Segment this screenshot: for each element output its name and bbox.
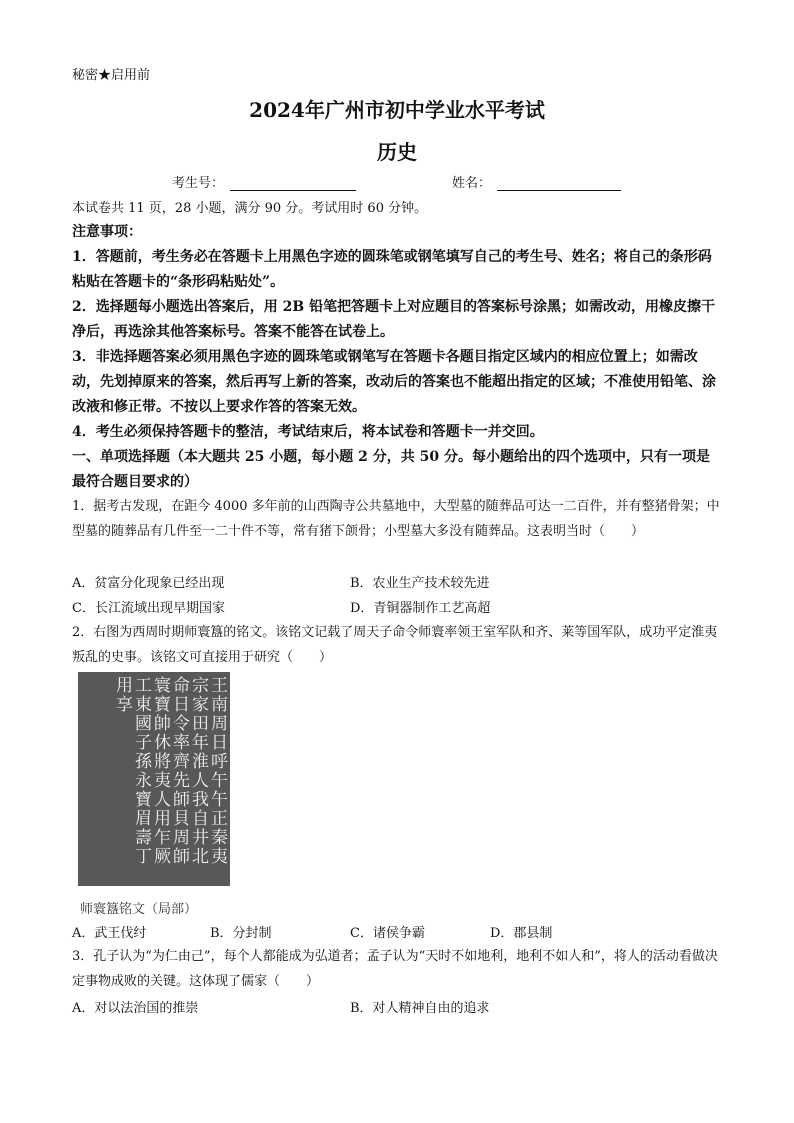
- question-2-stem: 2．右图为西周时期师寰簋的铭文。该铭文记载了周天子命令师寰率领王室军队和齐、莱等国军队，成功平定淮夷叛乱的史事。该铭文可直接用于研究（ ）: [72, 625, 718, 665]
- name-field[interactable]: [452, 172, 621, 191]
- notice-heading: 注意事项：: [72, 224, 142, 240]
- option-d[interactable]: D．青铜器制作工艺高超: [350, 601, 491, 616]
- notice-item: 1．答题前，考生务必在答题卡上用黑色字迹的圆珠笔或钢笔填写自己的考生号、姓名；将自己的条形码粘贴在答题卡的“条形码粘贴处”。: [72, 249, 712, 290]
- subject-title: 历史: [377, 140, 417, 164]
- notice-item: 3．非选择题答案必须用黑色字迹的圆珠笔或钢笔写在答题卡各题目指定区域内的相应位置上；如需改动，先划掉原来的答案，然后再写上新的答案，改动后的答案也不能超出指定的区域；不准使用铅笔、涂改液和修正带。不按以上要求作答的答案无效。: [72, 349, 716, 415]
- name-label: 姓名：: [452, 176, 492, 191]
- examinee-number-label: 考生号：: [172, 176, 225, 191]
- notice-block: [72, 220, 722, 495]
- notice-item: 2．选择题每小题选出答案后，用 2B 铅笔把答题卡上对应题目的答案标号涂黑；如需改动，用橡皮擦干净后，再选涂其他答案标号。答案不能答在试卷上。: [72, 299, 716, 340]
- option-c[interactable]: C．诸侯争霸: [350, 926, 425, 941]
- option-a[interactable]: A．贫富分化现象已经出现: [72, 576, 225, 591]
- option-b[interactable]: B．农业生产技术较先进: [350, 576, 490, 591]
- examinee-number-field[interactable]: [172, 172, 356, 191]
- inscription-glyph-pattern: 王南周日呼午午正秦夷宗家田年淮人我自井北命日令率齊先師貝周師寰寶帥休將夷人用乍厥工東國子孫永寶眉壽丁用享: [112, 676, 227, 866]
- option-c[interactable]: C．长江流域出现早期国家: [72, 601, 225, 616]
- option-b[interactable]: B．分封制: [210, 926, 272, 941]
- section-heading: 一、单项选择题（本大题共 25 小题，每小题 2 分，共 50 分。每小题给出的四个选项中，只有一项是最符合题目要求的）: [72, 449, 710, 490]
- question-1-stem: 1．据考古发现，在距今 4000 多年前的山西陶寺公共墓地中，大型墓的随葬品可达一二百件，并有整猪骨架；中型墓的随葬品有几件至一二十件不等，常有猪下颌骨；小型墓大多没有随葬品。这表明当时（ ）: [72, 499, 720, 539]
- confidential-mark: 秘密★启用前: [72, 68, 151, 83]
- image-caption: 师寰簋铭文（局部）: [80, 902, 198, 917]
- examinee-number-blank[interactable]: [230, 176, 356, 191]
- option-b[interactable]: B．对人精神自由的追求: [350, 1001, 490, 1016]
- bronze-inscription-image: [78, 672, 230, 886]
- exam-intro: 本试卷共 11 页，28 小题，满分 90 分。考试用时 60 分钟。: [72, 201, 428, 216]
- option-d[interactable]: D．郡县制: [490, 926, 553, 941]
- notice-item: 4．考生必须保持答题卡的整洁，考试结束后，将本试卷和答题卡一并交回。: [72, 424, 544, 440]
- option-a[interactable]: A．武王伐纣: [72, 926, 147, 941]
- question-3-stem: 3．孔子认为“为仁由己”，每个人都能成为弘道者；孟子认为“天时不如地利，地利不如人和”，将人的活动看做决定事物成败的关键。这体现了儒家（ ）: [72, 949, 718, 989]
- exam-title: 2024年广州市初中学业水平考试: [249, 98, 545, 122]
- option-a[interactable]: A．对以法治国的推崇: [72, 1001, 199, 1016]
- name-blank[interactable]: [497, 176, 621, 191]
